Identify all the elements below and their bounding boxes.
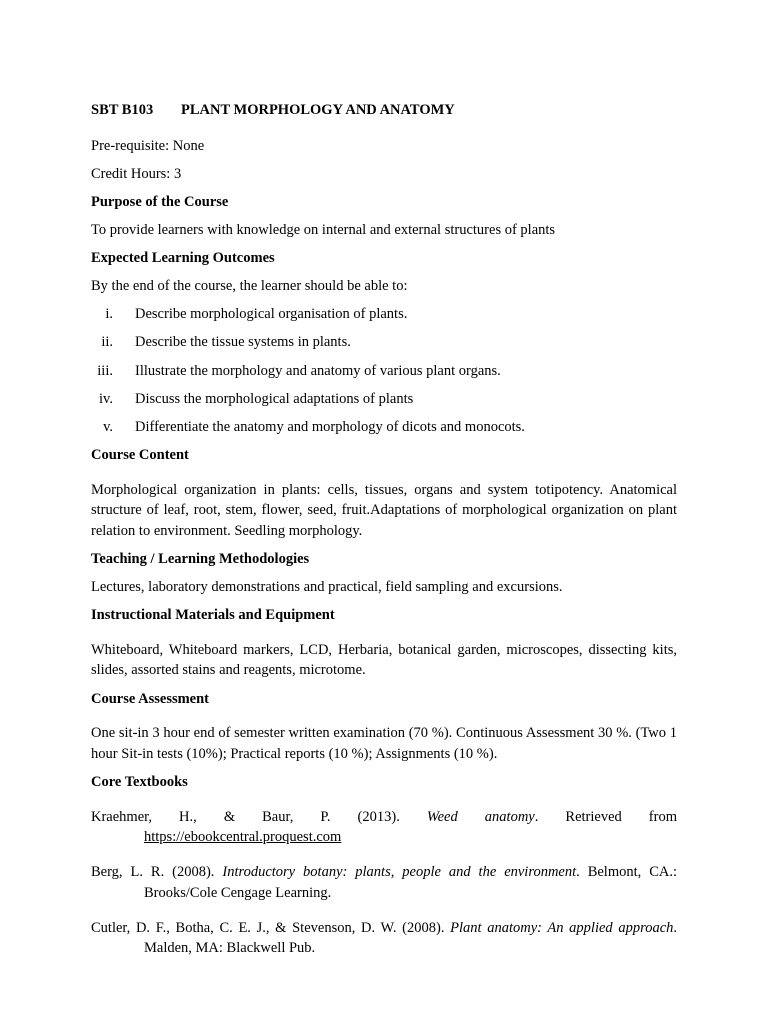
document-page xyxy=(91,100,677,966)
list-item xyxy=(91,304,677,324)
assessment-heading: Course Assessment xyxy=(91,690,210,707)
methodologies-heading: Teaching / Learning Methodologies xyxy=(91,551,310,568)
reference-url-link[interactable]: https://ebookcentral.proquest.com xyxy=(144,829,342,846)
list-item-number: i. xyxy=(105,306,113,322)
course-title: PLANT MORPHOLOGY AND ANATOMY xyxy=(181,102,455,118)
materials-heading: Instructional Materials and Equipment xyxy=(91,607,335,624)
list-item xyxy=(91,389,677,409)
list-item xyxy=(91,417,677,437)
list-item-text: Differentiate the anatomy and morphology of dicots and monocots. xyxy=(135,419,525,436)
reference-authors: Berg, L. R. (2008). xyxy=(91,864,215,881)
reference-authors: Cutler, D. F., Botha, C. E. J., & Stevenson, D. W. (2008). xyxy=(91,919,445,936)
reference-title: Introductory botany: plants, people and the environment xyxy=(222,864,577,881)
content-text: Morphological organization in plants: cells, tissues, organs and system totipotency. Anatomical structure of leaf, root, stem, flower, seed, fruit.Adaptations of morphological organization on plant relation to environment. Seedling morphology. xyxy=(91,481,677,539)
list-item-number: v. xyxy=(103,419,113,436)
outcomes-intro: By the end of the course, the learner should be able to: xyxy=(91,278,408,294)
list-item-number: iii. xyxy=(97,362,113,379)
list-item xyxy=(91,361,677,381)
reference-first-line xyxy=(91,807,677,828)
list-item-number: iv. xyxy=(99,390,113,407)
reference-item xyxy=(91,807,677,848)
content-heading: Course Content xyxy=(91,447,189,464)
reference-authors: Kraehmer, H., & Baur, P. (2013). xyxy=(91,808,400,825)
reference-title: Plant anatomy: An applied approach xyxy=(450,919,674,936)
reference-rest: . Malden, MA: Blackwell Pub. xyxy=(144,919,678,957)
list-item-text: Describe morphological organisation of plants. xyxy=(135,306,408,322)
textbooks-heading: Core Textbooks xyxy=(91,774,188,791)
purpose-heading: Purpose of the Course xyxy=(91,194,229,210)
reference-rest: . Belmont, CA.: Brooks/Cole Cengage Learning. xyxy=(144,864,677,901)
course-code: SBT B103 xyxy=(91,102,154,118)
reference-rest: . Retrieved from xyxy=(534,808,677,825)
list-item-text: Illustrate the morphology and anatomy of various plant organs. xyxy=(135,362,501,379)
reference-item xyxy=(91,918,677,959)
course-title-row xyxy=(91,100,677,120)
list-item xyxy=(91,332,677,352)
list-item-text: Describe the tissue systems in plants. xyxy=(135,334,351,351)
list-item-number: ii. xyxy=(101,334,113,351)
materials-text: Whiteboard, Whiteboard markers, LCD, Herbaria, botanical garden, microscopes, dissecting kits, slides, assorted stains and reagents, microtome. xyxy=(91,641,677,679)
methodologies-text: Lectures, laboratory demonstrations and practical, field sampling and excursions. xyxy=(91,579,563,596)
credit-hours: Credit Hours: 3 xyxy=(91,166,182,182)
outcomes-heading: Expected Learning Outcomes xyxy=(91,250,275,266)
list-item-text: Discuss the morphological adaptations of plants xyxy=(135,390,414,407)
purpose-text: To provide learners with knowledge on internal and external structures of plants xyxy=(91,222,556,238)
reference-item xyxy=(91,862,677,903)
prerequisite: Pre-requisite: None xyxy=(91,138,205,154)
reference-title: Weed anatomy xyxy=(426,808,535,825)
outcomes-list xyxy=(91,304,677,437)
assessment-text: One sit-in 3 hour end of semester written examination (70 %). Continuous Assessment 30 %. (Two 1 hour Sit-in tests (10%); Practical reports (10 %); Assignments (10 %). xyxy=(91,725,677,762)
